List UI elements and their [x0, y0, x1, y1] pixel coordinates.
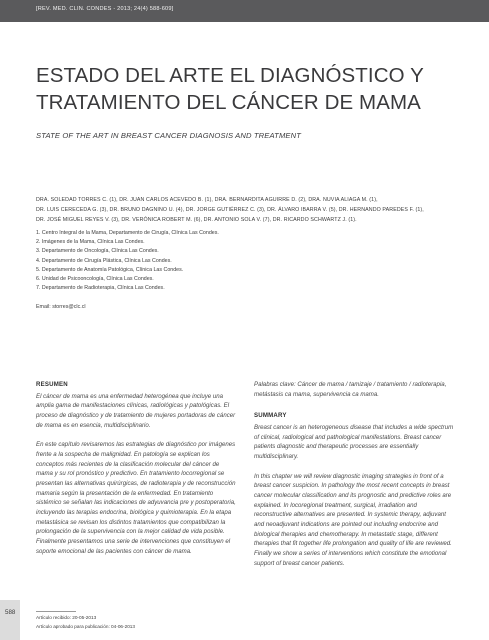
- journal-citation: [REV. MED. CLIN. CONDES - 2013; 24(4) 588-609]: [36, 6, 174, 12]
- page-number: 588: [5, 609, 16, 616]
- author-list: [36, 195, 456, 225]
- affiliation-item: 7. Departamento de Radioterapia, Clínica Las Condes.: [36, 285, 165, 292]
- affiliation-item: 1. Centro Integral de la Mama, Departamento de Cirugía, Clínica Las Condes.: [36, 230, 219, 236]
- keywords-spanish: Palabras clave: Cáncer de mama / tamizaje / tratamiento / radioterapia, metástasis ca mama, supervivencia ca mama.: [254, 381, 447, 398]
- received-date: Artículo recibido: 20-05-2013: [36, 615, 97, 620]
- affiliation-item: 5. Departamento de Anatomía Patológica, Clínica Las Condes.: [36, 266, 184, 273]
- affiliation-item: 2. Imágenes de la Mama, Clínica Las Condes.: [36, 239, 145, 246]
- approved-date: Artículo aprobado para publicación: 04-06-2013: [36, 623, 136, 629]
- author-line: DRA. SOLEDAD TORRES C. (1), DR. JUAN CARLOS ACEVEDO B. (1), DRA. BERNARDITA AGUIRRE D. (2), DRA. NUVIA ALIAGA M. (1),: [36, 197, 378, 203]
- journal-header-bar: [0, 0, 489, 22]
- resumen-paragraph: En este capítulo revisaremos las estrategias de diagnóstico por imágenes frente a la sospecha de malignidad. En patología se explican los conceptos más recientes de la clasificación molecular del cáncer de mama y su rol pronóstico y predictivo. En tratamiento locorregional se presentan las alternativas quirúrgicas, de radioterapia y de reconstrucción mamaria según la presentación de la enfermedad. En tratamiento sistémico se señalan las indicaciones de adyuvancia pre y postoperatoria, incluyendo las terapias endocrina, biológica y quimioterapia. En la etapa metastásica se revisan los distintos tratamientos que compatibilizan la prolongación de la supervivencia con la mejor calidad de vida posible. Finalmente presentamos una serie de intervenciones que constituyen el soporte emocional de las pacientes con cáncer de mama.: [36, 441, 236, 555]
- resumen-paragraph: El cáncer de mama es una enfermedad heterogénea que incluye una amplia gama de manifestaciones clínicas, radiológicas y patológicas. El proceso de diagnóstico y de tratamiento de mujeres portadoras de cáncer de mama es en esencia, multidisciplinario.: [36, 392, 236, 429]
- footer-divider: [36, 611, 76, 612]
- page-number-tab: [0, 600, 20, 640]
- summary-heading: SUMMARY: [254, 412, 287, 420]
- author-line: DR. JOSÉ MIGUEL REYES V. (3), DR. VERÓNICA ROBERT M. (6), DR. ANTONIO SOLA V. (7), DR. RICARDO SCHWARTZ J. (1).: [36, 217, 357, 223]
- article-subtitle: STATE OF THE ART IN BREAST CANCER DIAGNOSIS AND TREATMENT: [36, 131, 302, 140]
- summary-paragraph: Breast cancer is an heterogeneous disease that includes a wide spectrum of clinical, radiological and pathological manifestations. Breast cancer patients diagnostic and therapeutic processes are essentially multidisciplinary.: [254, 423, 454, 460]
- affiliation-item: 6. Unidad de Psicooncología, Clínica Las Condes.: [36, 276, 154, 283]
- resumen-column: [36, 380, 236, 566]
- title-line-1: ESTADO DEL ARTE EL DIAGNÓSTICO Y: [36, 64, 424, 87]
- article-title: [36, 62, 456, 116]
- title-line-2: TRATAMIENTO DEL CÁNCER DE MAMA: [36, 91, 421, 114]
- summary-column: [254, 380, 454, 578]
- summary-paragraph: In this chapter we will review diagnostic imaging strategies in front of a breast cancer suspicion. In pathology the most recent concepts in breast cancer molecular classification and its prognostic and predictive roles are explained. In locoregional treatment, surgical, irradiation and reconstructive alternatives are presented. In systemic therapy, adjuvant and neoadjuvant indications are pointed out including endocrine and biological therapies and chemotherapy. In metastatic stage, different therapies that fit together life prolongation and quality of life are reviewed. Finally we show a series of interventions which constitute the emotional support of breast cancer patients.: [254, 472, 452, 567]
- affiliation-list: [36, 229, 456, 293]
- affiliation-item: 3. Departamento de Oncología, Clínica Las Condes.: [36, 248, 159, 255]
- author-line: DR. LUIS CERECEDA G. (3), DR. BRUNO DAGNINO U. (4), DR. JORGE GUTIÉRREZ C. (3), DR. ÁLVARO IBARRA V. (5), DR. HERNANDO PAREDES F. (1),: [36, 207, 424, 213]
- resumen-heading: RESUMEN: [36, 381, 68, 388]
- article-dates: [36, 614, 135, 631]
- contact-email[interactable]: Email: storres@clc.cl: [36, 304, 86, 310]
- affiliation-item: 4. Departamento de Cirugía Plástica, Clínica Las Condes.: [36, 257, 172, 264]
